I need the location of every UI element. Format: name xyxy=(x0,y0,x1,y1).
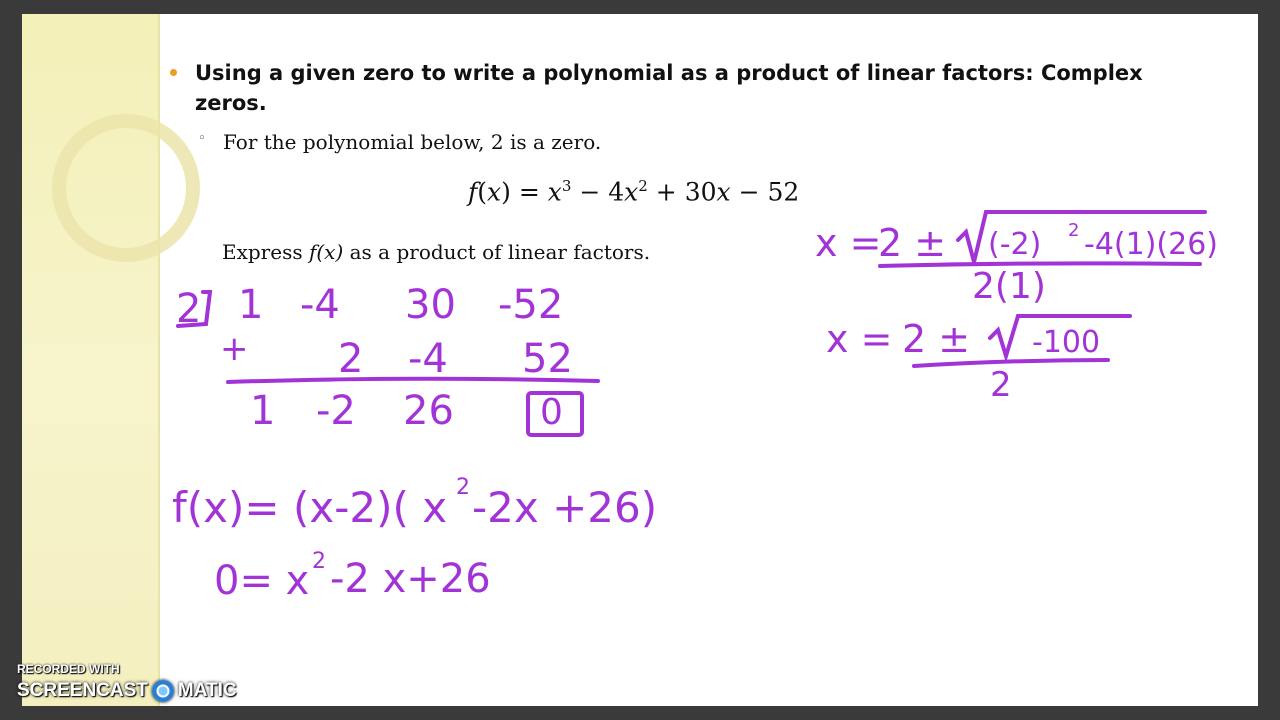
eq-coef2: 4 xyxy=(608,177,625,207)
eq-term3: x xyxy=(716,177,731,207)
zero-equation xyxy=(214,549,491,604)
divisor: 2 xyxy=(176,286,202,332)
watermark-recorded-with: RECORDED WITH xyxy=(17,662,120,676)
zero-eq-exponent: 2 xyxy=(312,549,326,574)
eq-f: f xyxy=(468,177,478,207)
quad2-radicand: -100 xyxy=(1032,325,1101,360)
screencast-logo-icon xyxy=(152,680,174,702)
row1-cell-4: -52 xyxy=(498,282,564,328)
watermark-left: SCREENCAST xyxy=(17,680,148,701)
quad1-radicand-exponent: 2 xyxy=(1068,220,1080,241)
row3-cell-1: 1 xyxy=(250,388,276,434)
row1-cell-3: 30 xyxy=(405,282,456,328)
eq-const: 52 xyxy=(767,177,800,207)
quadratic-formula-2 xyxy=(826,316,1130,405)
eq-op3: − xyxy=(738,177,760,207)
eq-x: x xyxy=(487,177,502,207)
eq-term2: x xyxy=(624,177,639,207)
problem-statement: For the polynomial below, 2 is a zero. xyxy=(223,130,602,154)
quad1-lhs: x = xyxy=(815,221,882,265)
sub-bullet-icon: ◦ xyxy=(198,131,206,146)
instruction-fx: f(x) xyxy=(308,240,344,264)
remainder: 0 xyxy=(540,392,563,433)
row2-cell-3: 52 xyxy=(522,336,573,382)
slide-heading: Using a given zero to write a polynomial as a product of linear factors: Complex zeros. xyxy=(195,61,1143,115)
row1-cell-2: -4 xyxy=(300,282,340,328)
quad2-denominator: 2 xyxy=(990,365,1012,405)
eq-term1: x xyxy=(547,177,562,207)
quad1-num-prefix: 2 ± xyxy=(878,221,947,265)
eq-equals: = xyxy=(518,177,540,207)
quad2-lhs: x = xyxy=(826,317,893,361)
zero-eq-left: 0= x xyxy=(214,558,310,604)
eq-power2: 2 xyxy=(638,177,648,195)
eq-op1: − xyxy=(579,177,601,207)
eq-coef3: 30 xyxy=(684,177,717,207)
zero-eq-right: -2 x+26 xyxy=(330,556,491,602)
instruction-suffix: as a product of linear factors. xyxy=(349,240,651,264)
factored-exponent: 2 xyxy=(456,475,470,500)
eq-power1: 3 xyxy=(561,177,572,195)
instruction-prefix: Express xyxy=(222,240,303,264)
synthetic-division xyxy=(176,282,598,435)
polynomial-equation: $f(x) = x^3 - 4x^2 + 30x - 52$ xyxy=(468,177,800,207)
quad1-denominator: 2(1) xyxy=(972,266,1046,307)
quad1-radicand: (-2) xyxy=(988,227,1042,262)
plus-sign: + xyxy=(220,329,249,369)
quad1-radicand-rest: -4(1)(26) xyxy=(1084,227,1218,262)
row3-cell-3: 26 xyxy=(403,388,454,434)
eq-op2: + xyxy=(655,177,677,207)
row2-cell-1: 2 xyxy=(338,336,364,382)
watermark-right: MATIC xyxy=(177,680,237,701)
factored-left: f(x)= (x-2)( x xyxy=(172,483,448,532)
quad2-num-prefix: 2 ± xyxy=(902,317,971,361)
row1-cell-1: 1 xyxy=(238,282,264,328)
row2-cell-2: -4 xyxy=(408,336,448,382)
quadratic-formula-1 xyxy=(815,212,1218,307)
row3-cell-2: -2 xyxy=(316,388,356,434)
factored-form xyxy=(172,475,657,532)
factored-right: -2x +26) xyxy=(472,483,658,532)
screencast-watermark xyxy=(17,680,237,702)
